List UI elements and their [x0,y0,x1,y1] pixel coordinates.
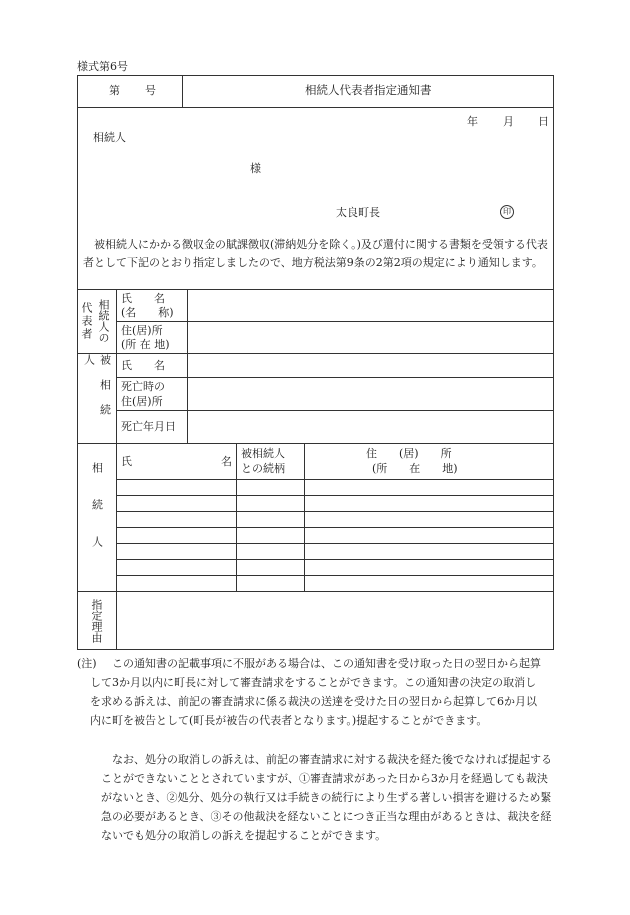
addressee-honorific: 様 [250,162,261,175]
notes-paragraph-1-text: この通知書の記載事項に不服がある場合は、この通知書を受け取った日の翌日から起算して3か月以内に町長に対して審査請求をすることができます。この通知書の決定の取消しを求める訴えは、前記の審査請求に係る裁決の送達を受けた日の翌日から起算して6か月以内に町を被告として(町長が被告の代表者となります。)提起することができます。 [90,657,541,727]
notice-body: 被相続人にかかる徴収金の賦課徴収(滞納処分を除く。)及び還付に関する書類を受領する代表者として下記のとおり指定しましたので、地方税法第9条の2第2項の規定により通知します。 [83,238,548,269]
heirs-col-relation: 被相続人 [241,447,285,460]
heir-row-line [116,559,554,560]
notes-paragraph-1 [90,654,543,730]
divider [77,443,554,444]
divider [236,443,237,591]
heir-row-line [116,543,554,544]
notes-prefix: (注) [77,657,97,670]
heir-row-line [116,527,554,528]
number-label-suffix: 号 [145,84,156,97]
issuer-title: 太良町長 [336,206,380,219]
divider [77,591,554,592]
heir-row-line [116,575,554,576]
addressee-label: 相続人 [93,131,126,144]
heirs-group-label: 相続人 [90,462,104,573]
date-month: 月 [503,115,514,128]
divider [116,321,554,322]
divider [116,377,554,378]
divider [304,443,305,591]
heirs-col-name-last: 名 [221,455,232,468]
deceased-group-label: 被相続人 [82,354,112,429]
rep-address-label: 住(居)所 [121,324,163,337]
deceased-name-label: 氏 名 [121,359,165,372]
divider [116,410,554,411]
divider [77,353,554,354]
heir-row-line [116,511,554,512]
representative-group-label: 代表者 [80,301,93,341]
number-label-prefix: 第 [109,84,120,97]
representative-sub-label: 相続人の [97,299,110,343]
date-year: 年 [467,115,478,128]
rep-address-label-alt: (所 在 地) [121,338,170,351]
divider [116,289,117,650]
document-title: 相続人代表者指定通知書 [305,83,432,97]
rep-name-label: 氏 名 [121,292,165,305]
divider [182,75,183,107]
divider [77,289,554,290]
seal-mark: 印 [500,205,514,219]
form-number: 様式第6号 [77,60,128,73]
rep-name-label-alt: (名 称) [121,306,174,319]
divider [77,107,554,108]
heir-row-line [116,495,554,496]
deceased-date-label: 死亡年月日 [121,420,176,433]
notes-paragraph-2: なお、処分の取消しの訴えは、前記の審査請求に対する裁決を経た後でなければ提起することができないこととされていますが、①審査請求があった日から3か月を経過しても裁決がないとき、②処分、処分の執行又は手続きの続行により生ずる著しい損害を避けるため緊急の必要があるとき、③その他裁決を経ないことにつき正当な理由があるときは、裁決を経ないでも処分の取消しの訴えを提起することができます。 [101,753,552,842]
heir-row-line [116,479,554,480]
reason-label: 指定理由 [90,599,103,643]
deceased-address-label: 死亡時の [121,380,165,393]
heirs-col-address: 住 (居) 所 [366,447,452,460]
heirs-col-relation-alt: との続柄 [241,462,285,475]
deceased-address-label-alt: 住(居)所 [121,395,163,408]
heirs-col-address-alt: (所 在 地) [372,462,458,475]
divider [187,289,188,443]
date-day: 日 [538,115,549,128]
heirs-col-name-first: 氏 [121,455,132,468]
